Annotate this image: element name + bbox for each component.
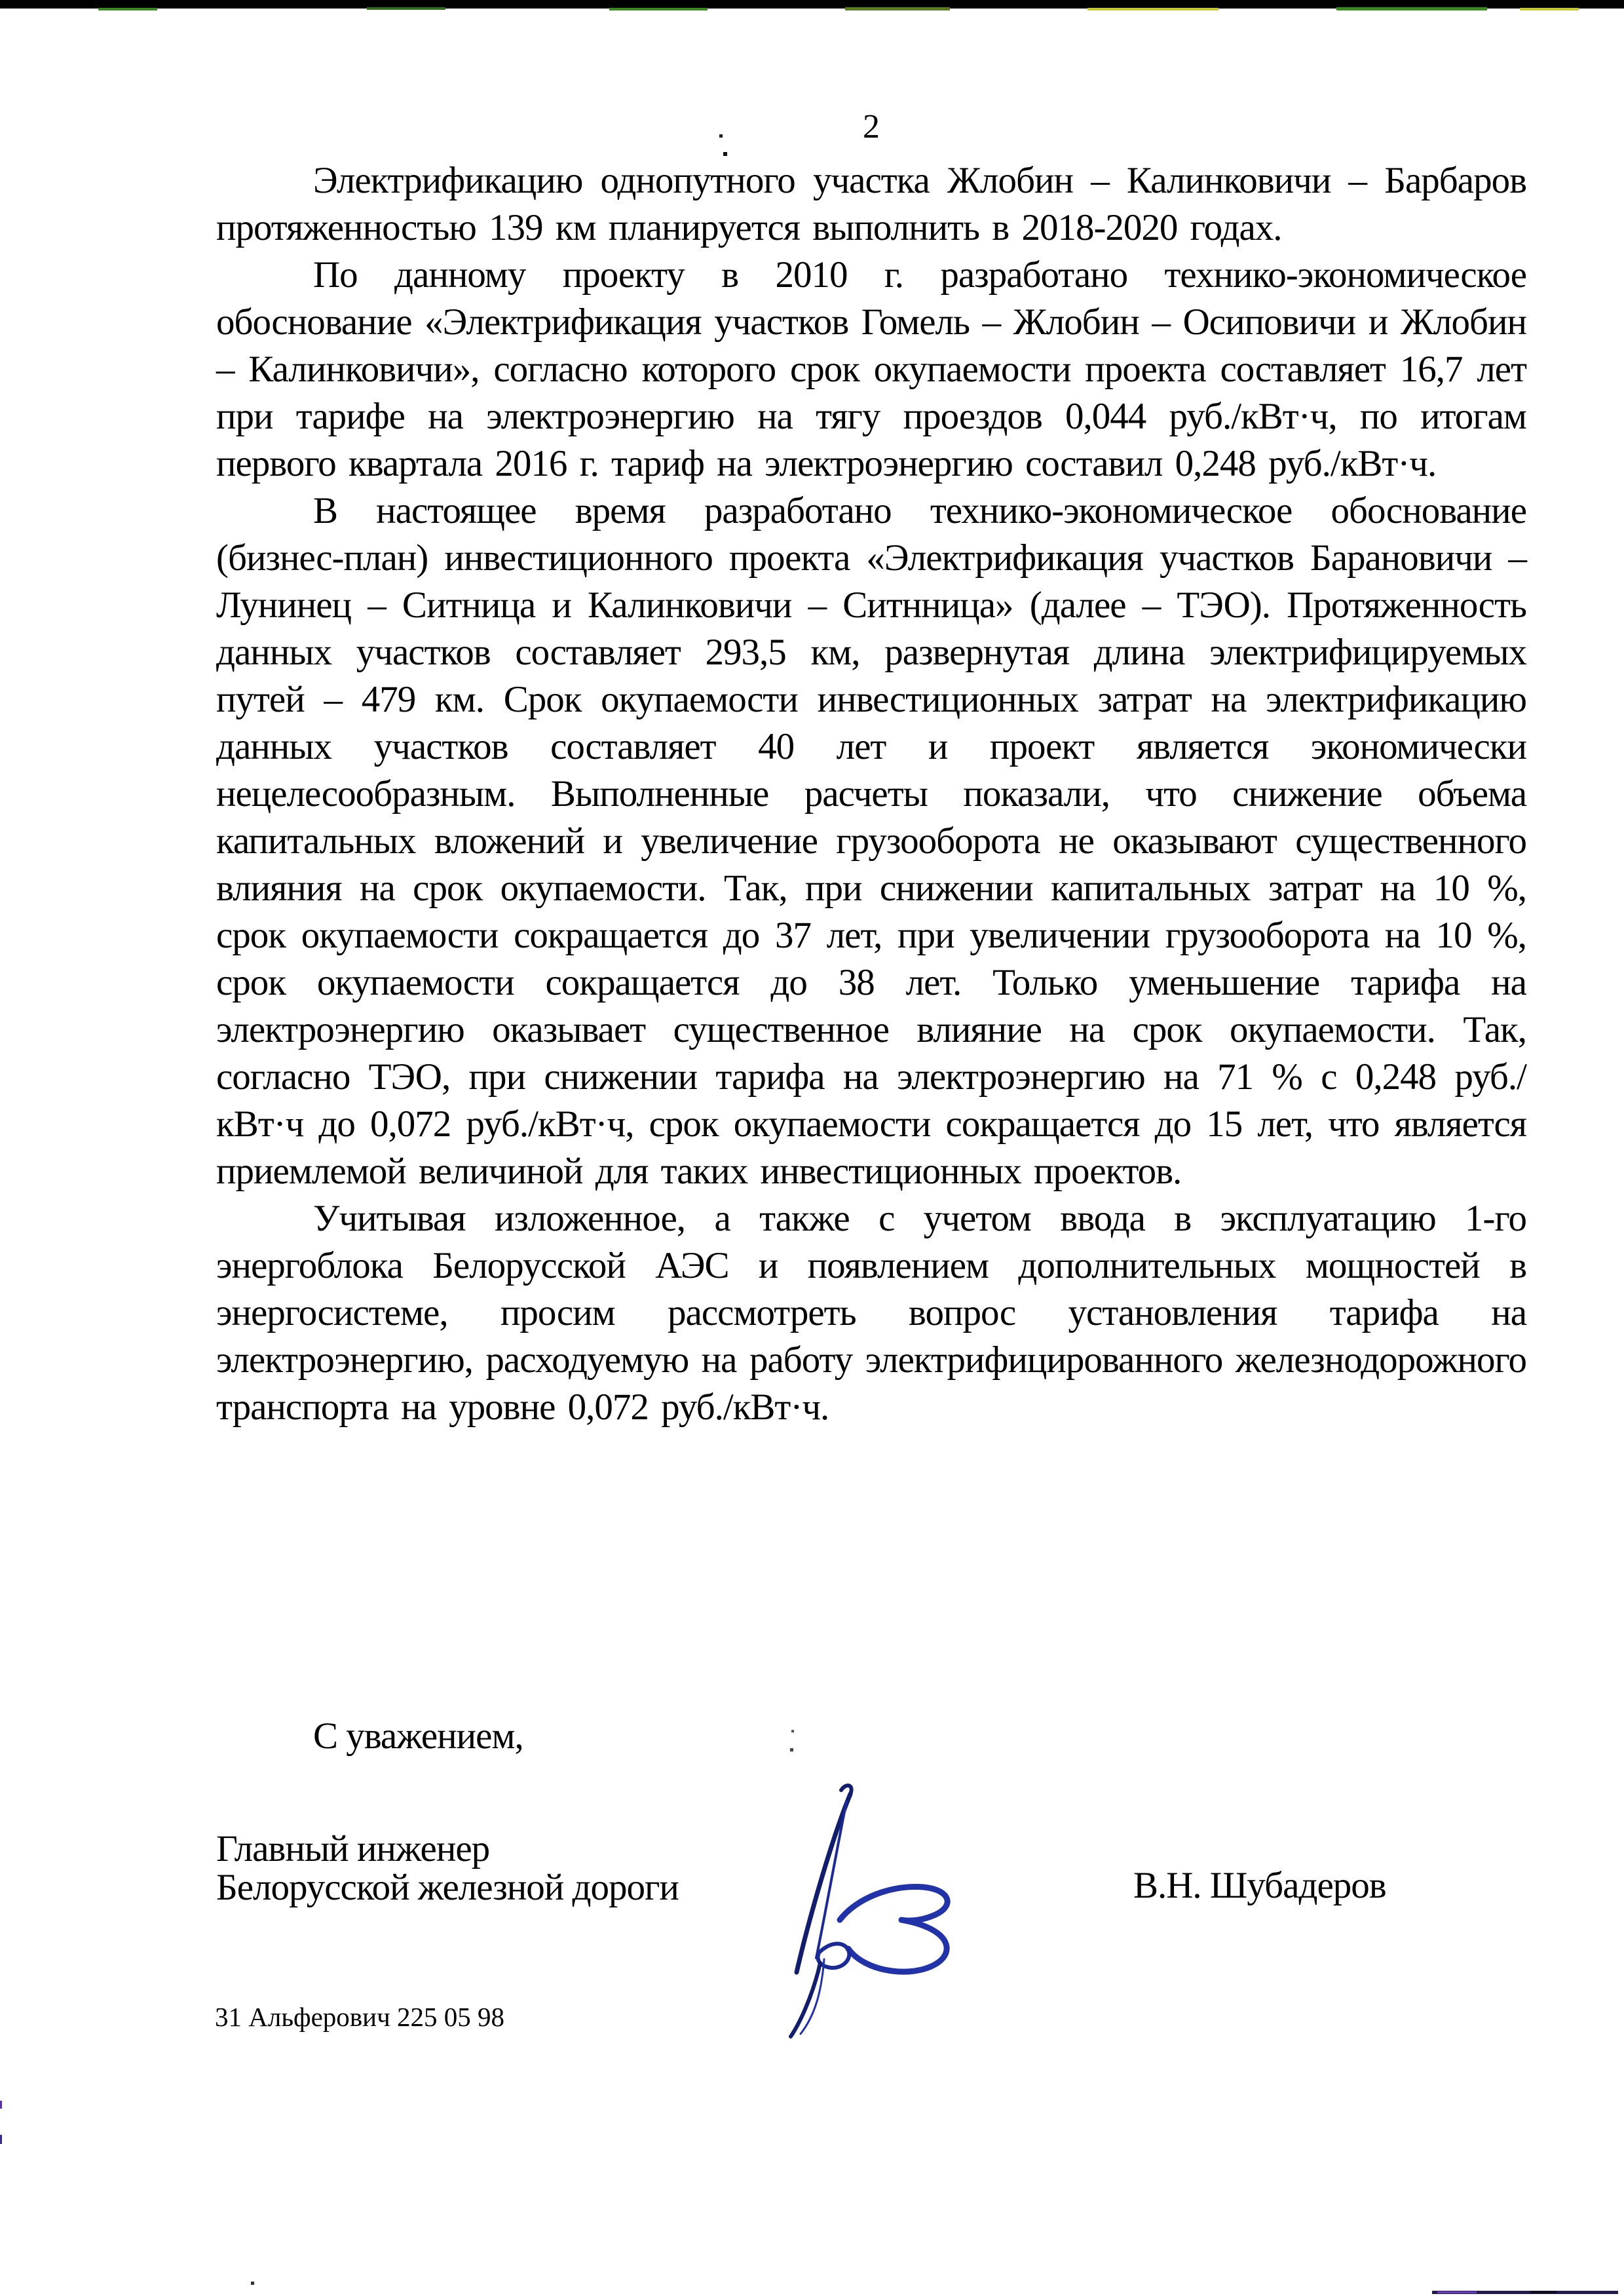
paragraph-2010-feasibility-study: По данному проекту в 2010 г. разработано технико-экономическое обоснование «Электрификация участков Гомель – Жлобин – Осиповичи и Жлобин – Калинковичи», согласно которого срок окупаемости проекта составляет 16,7 лет при тарифе на электроэнергию на тягу проездов 0,044 руб./кВт·ч, по итогам первого квартала 2016 г. тариф на электроэнергию составил 0,248 руб./кВт·ч.: [216, 254, 1526, 484]
paragraph-electrification-plan: Электрификацию однопутного участка Жлобин – Калинковичи – Барбаров протяженностью 139 км планируется выполнить в 2018-2020 годах.: [216, 160, 1526, 248]
page-number: 2: [863, 108, 880, 145]
scan-dot: [251, 2282, 254, 2285]
signer-title: [216, 1829, 679, 1907]
scan-noise-speck: [1087, 8, 1218, 10]
scan-noise-speck: [0, 2101, 2, 2109]
scan-noise-speck: [98, 8, 157, 10]
letter-body: [216, 157, 1526, 1431]
signer-title-line1: Главный инженер: [216, 1828, 490, 1869]
paragraph-current-feasibility-study: В настоящее время разработано технико-экономическое обоснование (бизнес-план) инвестиционного проекта «Электрификация участков Барановичи – Лунинец – Ситница и Калинковичи – Ситнница» (далее – ТЭО). Протяженность данных участков составляет 293,5 км, развернутая длина электрифицируемых путей – 479 км. Срок окупаемости инвестиционных затрат на электрификацию данных участков составляет 40 лет и проект является экономически нецелесообразным. Выполненные расчеты показали, что снижение объема капитальных вложений и увеличение грузооборота не оказывают существенного влияния на срок окупаемости. Так, при снижении капитальных затрат на 10 %, срок окупаемости сокращается до 37 лет, при увеличении грузооборота на 10 %, срок окупаемости сокращается до 38 лет. Только уменьшение тарифа на электроэнергию оказывает существенное влияние на срок окупаемости. Так, согласно ТЭО, при снижении тарифа на электроэнергию на 71 % с 0,248 руб./кВт·ч до 0,072 руб./кВт·ч, срок окупаемости сокращается до 15 лет, что является приемлемой величиной для таких инвестиционных проектов.: [216, 490, 1526, 1192]
scan-noise-speck: [1530, 2291, 1557, 2293]
scan-dot: [791, 1730, 794, 1732]
scan-artifact-bottom-line: [1432, 2291, 1618, 2294]
scan-noise-speck: [845, 7, 950, 10]
scan-noise-speck: [367, 7, 445, 10]
executor-reference: 31 Альферович 225 05 98: [215, 2002, 504, 2032]
signer-name: В.Н. Шубадеров: [1133, 1865, 1386, 1906]
signer-title-line2: Белорусской железной дороги: [216, 1867, 679, 1908]
scan-noise-speck: [609, 8, 708, 10]
scan-noise-speck: [1520, 8, 1579, 10]
handwritten-signature-icon: [727, 1781, 976, 2043]
scan-noise-speck: [0, 2135, 2, 2144]
scan-dot: [723, 152, 727, 156]
scan-dot: [790, 1748, 793, 1751]
scan-noise-speck: [1336, 7, 1487, 10]
scan-noise-speck: [1437, 2291, 1477, 2293]
salutation: С уважением,: [313, 1715, 523, 1757]
paragraph-tariff-request: Учитывая изложенное, а также с учетом ввода в эксплуатацию 1-го энергоблока Белорусской АЭС и появлением дополнительных мощностей в энергосистеме, просим рассмотреть вопрос установления тарифа на электроэнергию, расходуемую на работу электрифицированного железнодорожного транспорта на уровне 0,072 руб./кВт·ч.: [216, 1198, 1526, 1428]
